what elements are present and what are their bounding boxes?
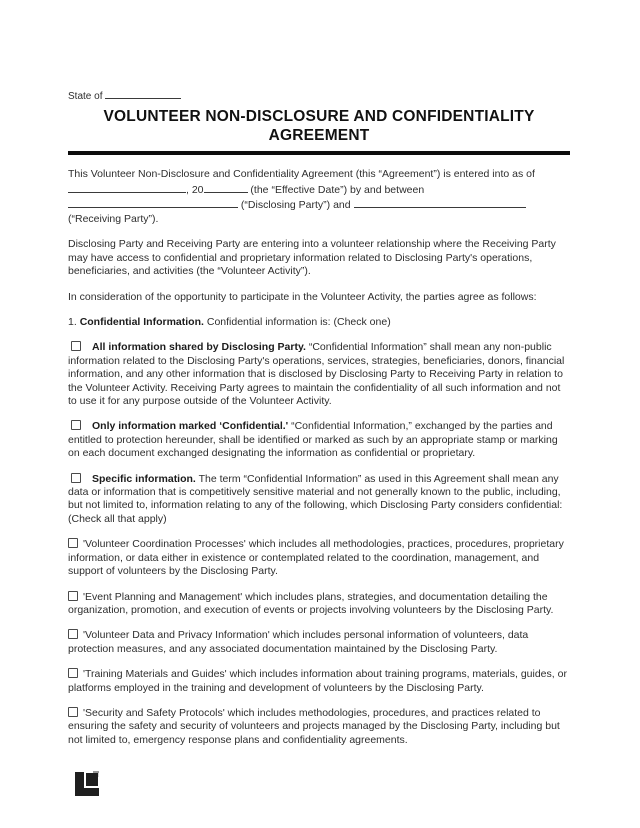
- effective-date-blank[interactable]: [68, 182, 186, 193]
- state-name-blank[interactable]: [105, 88, 181, 99]
- option-marked-confidential-text: “Confidential Information,” exchanged by the parties and entitled to protection hereunder, shall be identified or marked as such by an appropriate stamp or marking on each document exchanged designating the information as confidential or proprietary.: [68, 420, 558, 460]
- option-specific-information-text: The term “Confidential Information” as used in this Agreement shall mean any data or information that is competitively sensitive material and not generally known to the public, including, but not limited to, information relating to any of the following, which Disclosing Party considers confidential: (Check all that apply): [68, 472, 563, 525]
- option-specific-information: [68, 473, 570, 527]
- option-all-information-text: “Confidential Information” shall mean any non-public information related to the Disclosing Party's operations, services, strategies, beneficiaries, donors, financial information, and any other information that is disclosed by Disclosing Party to Receiving Party in relation to the Volunteer Activity. Receiving Party agrees to maintain the confidentiality of all such information and not to use it for any purpose outside of the Volunteer Activity.: [68, 341, 565, 408]
- checkbox-volunteer-coordination[interactable]: [68, 538, 78, 548]
- option-all-information-lead: All information shared by Disclosing Party.: [92, 341, 306, 354]
- checkbox-event-planning[interactable]: [68, 591, 78, 601]
- section-1-number: 1.: [68, 316, 80, 328]
- receiving-party-blank[interactable]: [354, 197, 526, 208]
- suboption-volunteer-data-privacy-text: 'Volunteer Data and Privacy Information' which includes personal information of volunteers, data protection measures, and any associated documentation maintained by the Disclosing Party.: [68, 629, 529, 655]
- intro-paragraph: [68, 168, 570, 226]
- state-of-line: [68, 88, 570, 103]
- intro-line-3: [68, 197, 570, 213]
- checkbox-training-materials[interactable]: [68, 668, 78, 678]
- checkbox-volunteer-data-privacy[interactable]: [68, 629, 78, 639]
- suboption-training-materials-text: 'Training Materials and Guides' which includes information about training programs, materials, guides, or platforms employed in the training and development of volunteers by the Disclosing Party.: [68, 668, 567, 694]
- consideration-paragraph: In consideration of the opportunity to participate in the Volunteer Activity, the parties agree as follows:: [68, 290, 537, 303]
- suboption-security-safety: [68, 707, 570, 747]
- option-marked-confidential: [68, 420, 570, 460]
- checkbox-marked-confidential[interactable]: [71, 420, 81, 430]
- legal-templates-logo-icon: [74, 771, 100, 797]
- intro-line-2-end: (the “Effective Date”) by and between: [247, 183, 425, 196]
- page-title: [68, 107, 570, 145]
- suboption-volunteer-coordination: [68, 538, 570, 578]
- suboption-volunteer-coordination-text: 'Volunteer Coordination Processes' which includes all methodologies, practices, procedures, proprietary information, or data either in existence or contemplated related to the coordination, management, and support of volunteers by the Disclosing Party.: [68, 538, 564, 578]
- checkbox-specific-information[interactable]: [71, 473, 81, 483]
- intro-line-2-text: , 20: [186, 183, 204, 196]
- option-marked-confidential-lead: Only information marked ‘Confidential.': [92, 420, 289, 433]
- intro-line-3-text: (“Disclosing Party”) and: [238, 199, 354, 212]
- disclosing-party-blank[interactable]: [68, 197, 238, 208]
- title-line-2: AGREEMENT: [268, 127, 370, 144]
- intro-line-2: [68, 182, 570, 198]
- suboption-event-planning: [68, 591, 570, 618]
- option-specific-information-lead: Specific information.: [92, 472, 196, 485]
- intro-line-4: (“Receiving Party”).: [68, 212, 159, 225]
- checkbox-all-information[interactable]: [71, 341, 81, 351]
- relationship-paragraph: Disclosing Party and Receiving Party are entering into a volunteer relationship where the Receiving Party may have access to confidential and proprietary information related to Disclosing Party's operations, beneficiaries, and activities (the “Volunteer Activity”).: [68, 238, 556, 278]
- suboption-training-materials: [68, 668, 570, 695]
- title-divider: [68, 151, 570, 155]
- section-1-intro-text: Confidential information is: (Check one): [203, 316, 391, 328]
- section-1-heading: [68, 316, 570, 329]
- intro-line-1: This Volunteer Non-Disclosure and Confidentiality Agreement (this “Agreement”) is entered into as of: [68, 168, 535, 180]
- state-of-label: State of: [68, 91, 103, 102]
- suboption-volunteer-data-privacy: [68, 629, 570, 656]
- year-blank[interactable]: [204, 182, 248, 193]
- suboption-security-safety-text: 'Security and Safety Protocols' which includes methodologies, procedures, and practices related to ensuring the safety and security of volunteers and projects managed by the Disclosing Party, including but not limited to, emergency response plans and confidentiality agreements.: [68, 706, 560, 746]
- option-all-information: [68, 341, 570, 408]
- suboption-event-planning-text: 'Event Planning and Management' which includes plans, strategies, and documentation detailing the organization, promotion, and execution of events or projects involving volunteers by the Disclosing Party.: [68, 590, 554, 616]
- checkbox-security-safety[interactable]: [68, 707, 78, 717]
- title-line-1: VOLUNTEER NON-DISCLOSURE AND CONFIDENTIALITY: [103, 108, 535, 125]
- section-1-title: Confidential Information.: [79, 316, 204, 328]
